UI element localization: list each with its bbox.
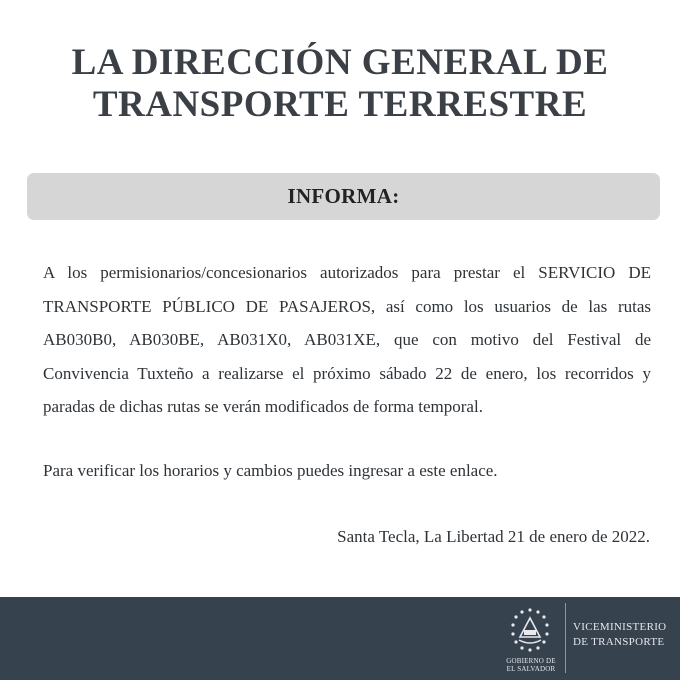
gobierno-label: [498, 657, 564, 673]
informa-banner: [27, 173, 660, 220]
gobierno-line-1: GOBIERNO DE: [506, 657, 556, 665]
date-line: Santa Tecla, La Libertad 21 de enero de 2022.: [337, 527, 650, 546]
viceministerio-label: [573, 620, 666, 650]
link-paragraph: Para verificar los horarios y cambios puedes ingresar a este enlace.: [43, 461, 498, 480]
vice-line-2: DE TRANSPORTE: [573, 636, 665, 648]
title-line-1: LA DIRECCIÓN GENERAL DE: [71, 42, 609, 83]
page-title: [0, 42, 680, 126]
vice-line-1: VICEMINISTERIO: [573, 621, 667, 633]
banner-label: INFORMA:: [287, 184, 400, 208]
title-line-2: TRANSPORTE TERRESTRE: [92, 84, 588, 125]
gobierno-line-2: EL SALVADOR: [506, 665, 556, 673]
footer-divider: [565, 603, 566, 673]
announcement-paragraph: A los permisionarios/concesionarios autorizados para prestar el SERVICIO DE TRANSPORTE PÚBLICO DE PASAJEROS, así como los usuarios de las rutas AB030B0, AB030BE, AB031X0, AB031XE, que con motivo del Festival de Convivencia Tuxteño a realizarse el próximo sábado 22 de enero, los recorridos y paradas de dichas rutas se verán modificados de forma temporal.: [43, 263, 651, 417]
